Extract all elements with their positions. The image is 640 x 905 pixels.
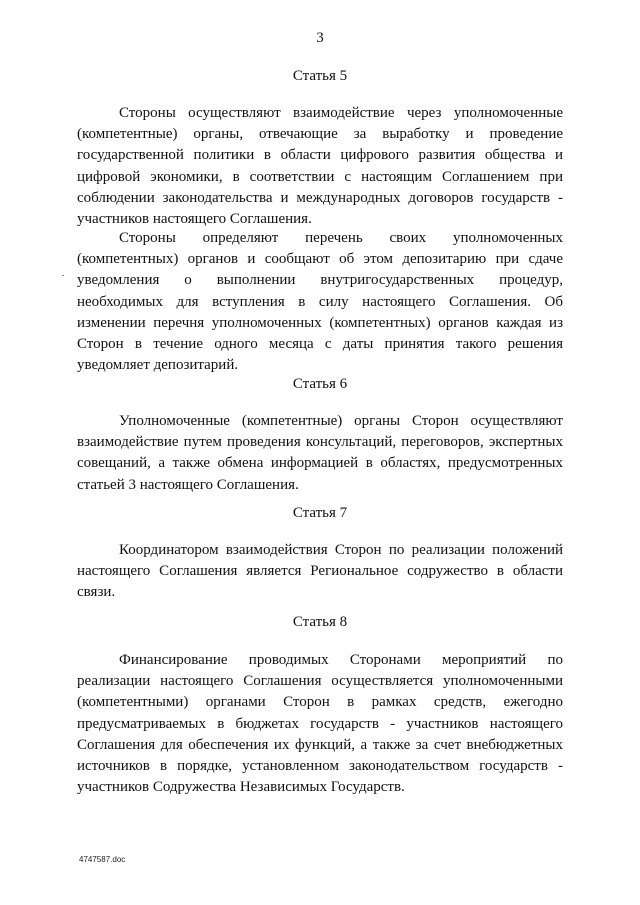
article-5-paragraph-2: Стороны определяют перечень своих уполномоченных (компетентных) органов и сообщают об этом депозитарию при сдаче уведомления о выполнении внутригосударственных процедур, необходимых для вступления в силу настоящего Соглашения. Об изменении перечня уполномоченных (компетентных) органов каждая из Сторон в течение одного месяца с даты принятия такого решения уведомляет депозитарий. — [77, 230, 563, 374]
scan-mark — [62, 275, 64, 276]
document-filename-footer: 4747587.doc — [79, 855, 126, 864]
article-6-heading: Статья 6 — [292, 376, 348, 392]
article-7-heading: Статья 7 — [292, 505, 348, 521]
article-8-heading: Статья 8 — [292, 614, 348, 630]
page-number: 3 — [316, 30, 324, 46]
article-8-paragraph-1: Финансирование проводимых Сторонами мероприятий по реализации настоящего Соглашения осуществляется уполномоченными (компетентными) органами Сторон в рамках средств, ежегодно предусматриваемых в бюджетах государств - участников настоящего Соглашения для обеспечения их функций, а также за счет внебюджетных источников в порядке, установленном законодательством государств - участников Содружества Независимых Государств. — [77, 652, 563, 796]
article-5-paragraph-1: Стороны осуществляют взаимодействие через уполномоченные (компетентные) органы, отвечающие за выработку и проведение государственной политики в области цифрового развития общества и цифровой экономики, в соответствии с настоящим Соглашением при соблюдении законодательства и международных договоров государств - участников настоящего Соглашения. — [77, 105, 563, 228]
article-5-heading: Статья 5 — [292, 68, 348, 84]
article-6-paragraph-1: Уполномоченные (компетентные) органы Сторон осуществляют взаимодействие путем проведения консультаций, переговоров, экспертных совещаний, а также обмена информацией в областях, предусмотренных статьей 3 настоящего Соглашения. — [77, 413, 563, 493]
article-7-paragraph-1: Координатором взаимодействия Сторон по реализации положений настоящего Соглашения является Региональное содружество в области связи. — [77, 542, 563, 601]
